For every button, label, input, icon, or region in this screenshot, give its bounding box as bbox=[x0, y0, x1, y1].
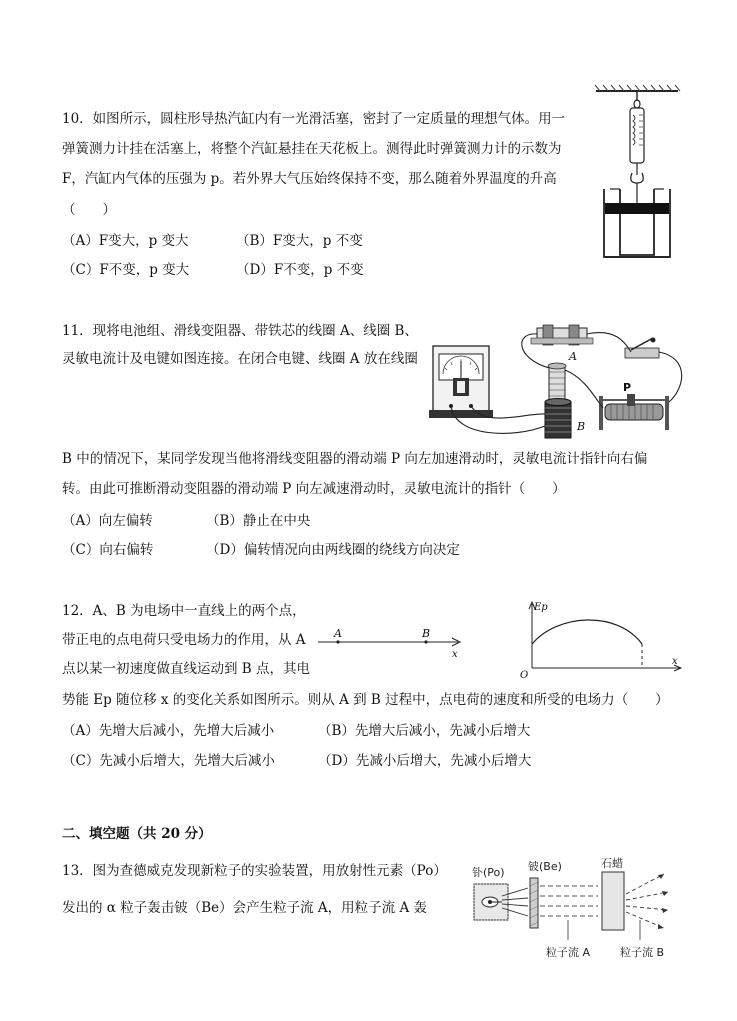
q13-apparatus-figure bbox=[468, 858, 690, 968]
q13-line-2: 发出的 α 粒子轰击铍（Be）会产生粒子流 A，用粒子流 A 轰 bbox=[62, 900, 427, 916]
coil-b-label: B bbox=[577, 420, 586, 433]
q10-option-b: （B）F变大，p 不变 bbox=[236, 233, 363, 249]
q11-line-3: B 中的情况下，某同学发现当他将滑线变阻器的滑动端 P 向左加速滑动时，灵敏电流计指针向右偏 bbox=[62, 451, 648, 467]
coil-b-icon bbox=[545, 399, 571, 439]
graph-y-label: Ep bbox=[534, 602, 548, 613]
point-a-label: A bbox=[334, 627, 342, 640]
q10-option-d: （D）F不变，p 不变 bbox=[236, 262, 364, 278]
coil-a-label: A bbox=[569, 350, 577, 363]
q12-ep-graph bbox=[512, 600, 687, 680]
section-2-heading: 二、填空题（共 20 分） bbox=[62, 826, 212, 842]
po-label: 钋(Po) bbox=[472, 866, 505, 879]
q13-line-1: 13．图为查德威克发现新粒子的实验装置，用放射性元素（Po） bbox=[62, 863, 447, 879]
q12-option-d: （D）先减小后增大，先减小后增大 bbox=[318, 753, 532, 769]
q12-line-figure bbox=[318, 626, 468, 660]
q10-line-1: 10．如图所示，圆柱形导热汽缸内有一光滑活塞，密封了一定质量的理想气体。用一 bbox=[62, 111, 566, 127]
paraffin-label: 石蜡 bbox=[601, 857, 623, 870]
q12-line-2: 带正电的点电荷只受电场力的作用，从 A bbox=[62, 632, 306, 648]
q10-line-2: 弹簧测力计挂在活塞上，将整个汽缸悬挂在天花板上。测得此时弹簧测力计的示数为 bbox=[62, 141, 562, 157]
line-x-label: x bbox=[452, 649, 458, 660]
q11-line-1: 11．现将电池组、滑线变阻器、带铁芯的线圈 A、线圈 B、 bbox=[62, 323, 418, 339]
q11-option-d: （D）偏转情况向由两线圈的绕线方向决定 bbox=[206, 542, 460, 558]
battery-icon bbox=[531, 325, 593, 345]
q12-option-a: （A）先增大后减小，先增大后减小 bbox=[62, 723, 275, 739]
graph-origin-label: O bbox=[520, 670, 529, 681]
coil-a-icon bbox=[548, 363, 566, 400]
q11-option-b: （B）静止在中央 bbox=[206, 513, 311, 529]
q12-line-3: 点以某一初速度做直线运动到 B 点，其电 bbox=[62, 661, 311, 677]
q10-line-4: （ ） bbox=[62, 202, 116, 218]
stream-a-label: 粒子流 A bbox=[546, 946, 591, 959]
q12-option-c: （C）先减小后增大，先增大后减小 bbox=[62, 753, 275, 769]
rheostat-icon bbox=[599, 394, 669, 430]
point-b-label: B bbox=[422, 627, 431, 640]
q11-circuit-figure bbox=[425, 318, 695, 446]
q11-line-4: 转。由此可推断滑动变阻器的滑动端 P 向左减速滑动时，灵敏电流计的指针（ ） bbox=[62, 481, 566, 497]
q12-line-4: 势能 Ep 随位移 x 的变化关系如图所示。则从 A 到 B 过程中，点电荷的速度和所受的电场力（ ） bbox=[62, 692, 669, 708]
galvanometer-icon bbox=[429, 346, 493, 418]
q12-option-b: （B）先增大后减小，先减小后增大 bbox=[318, 723, 531, 739]
graph-x-label: x bbox=[672, 656, 678, 667]
q10-line-3: F，汽缸内气体的压强为 p。若外界大气压始终保持不变，那么随着外界温度的升高 bbox=[62, 171, 557, 187]
q12-line-1: 12．A、B 为电场中一直线上的两个点， bbox=[62, 603, 306, 619]
slider-p-label: P bbox=[623, 381, 632, 394]
q10-option-a: （A）F变大，p 变大 bbox=[62, 233, 189, 249]
q10-cylinder-figure bbox=[592, 85, 682, 260]
q11-line-2: 灵敏电流计及电键如图连接。在闭合电键、线圈 A 放在线圈 bbox=[62, 351, 418, 367]
stream-b-label: 粒子流 B bbox=[620, 946, 665, 959]
q10-option-c: （C）F不变，p 变大 bbox=[62, 262, 190, 278]
q11-option-a: （A）向左偏转 bbox=[62, 513, 153, 529]
q11-option-c: （C）向右偏转 bbox=[62, 542, 154, 558]
switch-icon bbox=[625, 338, 659, 359]
be-label: 铍(Be) bbox=[528, 860, 562, 873]
